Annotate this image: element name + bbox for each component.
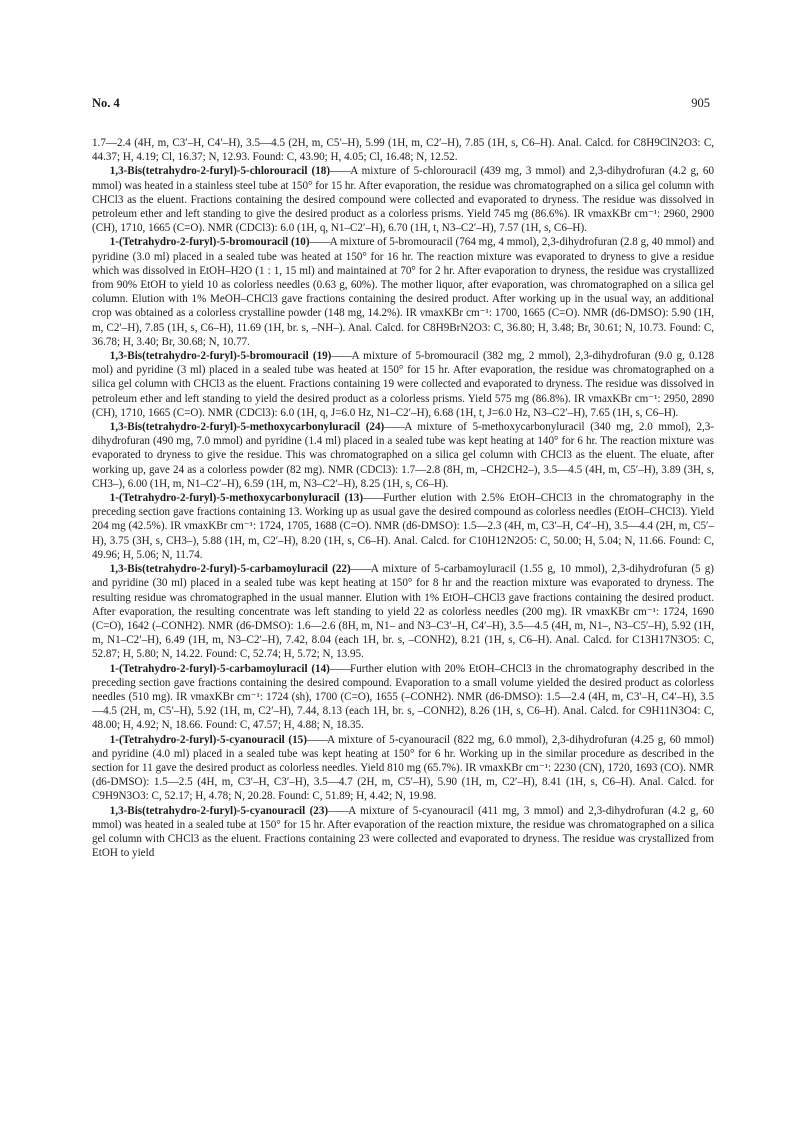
- paragraph-compound-13: [92, 491, 714, 562]
- paragraph-text: A mixture of 5-bromouracil (382 mg, 2 mmol), 2,3-dihydrofuran (9.0 g, 0.128 mol) and pyridine (3 ml) placed in a sealed tube was heated at 150° for 15 hr. After evaporation, the residue was chromatographed on a silica gel column with CHCl3 as the eluent. Fractions containing 19 were collected and evaporated to dryness. The residue was dissolved in petroleum ether and left standing to yield the desired product as a colorless prisms. Yield 575 mg (86.8%). IR νmaxKBr cm⁻¹: 2950, 2890 (CH), 1710, 1665 (C=O). NMR (CDCl3): 6.0 (1H, q, J=6.0 Hz, N1–C2′–H), 6.68 (1H, t, J=6.0 Hz, N3–C2′–H), 7.65 (1H, s, C6–H).: [92, 350, 714, 419]
- paragraph-text: A mixture of 5-bromouracil (764 mg, 4 mmol), 2,3-dihydrofuran (2.8 g, 40 mmol) and pyridine (3.0 ml) placed in a sealed tube was heated at 150° for 16 hr. The reaction mixture was evaporated to dryness to give a residue which was dissolved in EtOH–H2O (1 : 1, 15 ml) and maintained at 70° for 2 hr. After evaporation to dryness, the residue was crystallized from 90% EtOH to yield 10 as colorless needles (0.63 g, 60%). The mother liquor, after evaporation, was chromatographed on a silica gel column. Elution with 1% MeOH–CHCl3 gave fractions containing the desired product. After working up in the usual way, an additional crop was obtained as a colorless crystalline powder (148 mg, 14.2%). IR νmaxKBr cm⁻¹: 1700, 1665 (C=O). NMR (d6-DMSO): 5.90 (1H, m, C2′–H), 7.85 (1H, s, C6–H), 11.69 (1H, br. s, –NH–). Anal. Calcd. for C8H9BrN2O3: C, 36.80; H, 3.48; Br, 30.61; N, 10.73. Found: C, 36.78; H, 3.40; Br, 30.68; N, 10.77.: [92, 236, 714, 348]
- paragraph-compound-18: [92, 164, 714, 235]
- page-number: 905: [691, 96, 710, 110]
- compound-heading: 1-(Tetrahydro-2-furyl)-5-methoxycarbonyluracil (13): [109, 492, 364, 505]
- compound-heading: 1,3-Bis(tetrahydro-2-furyl)-5-chlorouracil (18): [109, 165, 331, 178]
- heading-dash: ——: [306, 733, 328, 746]
- paragraph-text: 1.7—2.4 (4H, m, C3′–H, C4′–H), 3.5—4.5 (2H, m, C5′–H), 5.99 (1H, m, C2′–H), 7.85 (1H, s, C6–H). Anal. Calcd. for C8H9ClN2O3: C, 44.37; H, 4.19; Cl, 16.37; N, 12.93. Found: C, 43.90; H, 4.05; Cl, 16.48; N, 12.52.: [92, 137, 714, 164]
- paragraph-text: A mixture of 5-carbamoyluracil (1.55 g, 10 mmol), 2,3-dihydrofuran (5 g) and pyridine (30 ml) placed in a sealed tube was kept heating at 150° for 8 hr and the reaction mixture was evaporated to dryness. The resulting residue was chromatographed in the usual manner. Elution with 1% EtOH–CHCl3 gave fractions containing the desired product. After evaporation, the resulting concentrate was left standing to yield 22 as colorless needles (200 mg). IR νmaxKBr cm⁻¹: 1724, 1690 (C=O), 1642 (–CONH2). NMR (d6-DMSO): 1.6—2.6 (8H, m, N1– and N3–C3′–H, C4′–H), 3.5—4.5 (4H, m, N1–, N3–C5′–H), 5.92 (1H, m, N1–C2′–H), 6.49 (1H, m, N3–C2′–H), 7.42, 8.04 (each 1H, br. s, –CONH2), 8.21 (1H, s, C6–H). Anal. Calcd. for C13H17N3O5: C, 52.87; H, 5.80; N, 14.22. Found: C, 52.74; H, 5.72; N, 13.95.: [92, 563, 714, 661]
- heading-dash: ——: [384, 421, 405, 434]
- compound-heading: 1,3-Bis(tetrahydro-2-furyl)-5-methoxycarbonyluracil (24): [109, 421, 385, 434]
- paragraph-compound-15: [92, 733, 714, 804]
- heading-dash: ——: [328, 804, 349, 817]
- paragraph-text: Further elution with 2.5% EtOH–CHCl3 in the chromatography in the preceding section gave fractions containing 13. Working up as usual gave the desired compound as colorless needles (EtOH–CHCl3). Yield 204 mg (42.5%). IR νmaxKBr cm⁻¹: 1724, 1705, 1688 (C=O). NMR (d6-DMSO): 1.5—2.3 (4H, m, C3′–H, C4′–H), 3.5—4.4 (2H, m, C5′–H), 3.75 (3H, s, CH3–), 5.88 (1H, m, C2′–H), 8.20 (1H, s, C6–H). Anal. Calcd. for C10H12N2O5: C, 50.00; H, 5.04; N, 11.66. Found: C, 49.96; H, 5.06; N, 11.74.: [92, 492, 715, 561]
- compound-heading: 1,3-Bis(tetrahydro-2-furyl)-5-cyanouracil (23): [109, 804, 329, 817]
- paragraph-text: Further elution with 20% EtOH–CHCl3 in the chromatography described in the preceding section gave fractions containing the desired compound. Evaporation to a small volume yielded the desired product as colorless needles (510 mg). IR νmaxKBr cm⁻¹: 1724 (sh), 1700 (C=O), 1655 (–CONH2). NMR (d6-DMSO): 1.5—2.4 (4H, m, C3′–H, C4′–H), 3.5—4.5 (2H, m, C5′–H), 5.92 (1H, m, C2′–H), 7.44, 8.13 (each 1H, br. s, –CONH2), 8.26 (1H, s, C6–H). Anal. Calcd. for C9H11N3O4: C, 48.00; H, 4.92; N, 18.66. Found: C, 47.57; H, 4.88; N, 18.35.: [92, 662, 715, 732]
- heading-dash: ——: [350, 563, 371, 576]
- paragraph-compound-23: [92, 804, 714, 861]
- paragraph-compound-24: [92, 420, 714, 491]
- heading-dash: ——: [329, 662, 351, 675]
- paragraph-compound-10: [92, 235, 714, 349]
- compound-heading: 1-(Tetrahydro-2-furyl)-5-cyanouracil (15): [109, 733, 307, 746]
- paragraph-text: A mixture of 5-methoxycarbonyluracil (340 mg, 2.0 mmol), 2,3-dihydrofuran (490 mg, 7.0 mmol) and pyridine (1.4 ml) placed in a sealed tube was kept heating at 140° for 6 hr. The reaction mixture was evaporated to dryness to give the residue. This was chromatographed on a silica gel column with CHCl3 as the eluent. The eluate, after working up, gave 24 as a colorless powder (82 mg). NMR (CDCl3): 1.7—2.8 (8H, m, –CH2CH2–), 3.5—4.5 (4H, m, C5′–H), 3.89 (3H, s, CH3–), 6.00 (1H, m, N1–C2′–H), 6.59 (1H, m, N3–C2′–H), 8.25 (1H, s, C6–H).: [92, 421, 715, 490]
- heading-dash: ——: [363, 492, 384, 505]
- paragraph-compound-19: [92, 349, 714, 420]
- heading-dash: ——: [309, 236, 330, 249]
- heading-dash: ——: [330, 165, 351, 178]
- paragraph-compound-22: [92, 562, 714, 661]
- compound-heading: 1-(Tetrahydro-2-furyl)-5-bromouracil (10): [109, 236, 310, 249]
- compound-heading: 1-(Tetrahydro-2-furyl)-5-carbamoyluracil (14): [109, 662, 330, 675]
- paragraph-text: A mixture of 5-cyanouracil (411 mg, 3 mmol) and 2,3-dihydrofuran (4.2 g, 60 mmol) was heated in a sealed tube at 150° for 15 hr. After evaporation of the reaction mixture, the residue was chromatographed on a silica gel column with CHCl3 as the eluent. Fractions containing 23 were collected and evaporated to dryness. The residue was crystallized from EtOH to yield: [92, 804, 714, 860]
- compound-heading: 1,3-Bis(tetrahydro-2-furyl)-5-bromouracil (19): [109, 350, 332, 363]
- journal-issue-number: No. 4: [92, 96, 120, 110]
- paragraph-text: A mixture of 5-cyanouracil (822 mg, 6.0 mmol), 2,3-dihydrofuran (4.25 g, 60 mmol) and pyridine (4.0 ml) placed in a sealed tube was kept heating at 150° for 6 hr. Working up in the similar procedure as described in the section for 11 gave the desired product as colorless needles. Yield 810 mg (65.7%). IR νmaxKBr cm⁻¹: 2230 (CN), 1720, 1693 (CO). NMR (d6-DMSO): 1.5—2.5 (4H, m, C3′–H, C3′–H), 3.5—4.7 (2H, m, C5′–H), 5.90 (1H, m, C2′–H), 8.41 (1H, s, C6–H). Anal. Calcd. for C9H9N3O3: C, 52.17; H, 4.78; N, 20.28. Found: C, 51.89; H, 4.42; N, 19.98.: [92, 733, 715, 803]
- paragraph-text: A mixture of 5-chlorouracil (439 mg, 3 mmol) and 2,3-dihydrofuran (4.2 g, 60 mmol) was heated in a stainless steel tube at 150° for 15 hr. After evaporation, the residue was chromatographed on a silica gel column with CHCl3 as the eluent. Fractions containing the desired compound were collected and evaporated to dryness. The residue was dissolved in petroleum ether and left standing to give the desired product as a colorless prisms. Yield 745 mg (86.6%). IR νmaxKBr cm⁻¹: 2960, 2900 (CH), 1710, 1665 (C=O). NMR (CDCl3): 6.0 (1H, q, N1–C2′–H), 6.70 (1H, t, N3–C2′–H), 7.57 (1H, s, C6–H).: [92, 165, 714, 235]
- experimental-section: [92, 136, 714, 860]
- paragraph-continuation: [92, 136, 714, 164]
- compound-heading: 1,3-Bis(tetrahydro-2-furyl)-5-carbamoyluracil (22): [109, 563, 351, 576]
- paragraph-compound-14: [92, 662, 714, 733]
- page-header: [92, 96, 710, 116]
- heading-dash: ——: [331, 350, 352, 363]
